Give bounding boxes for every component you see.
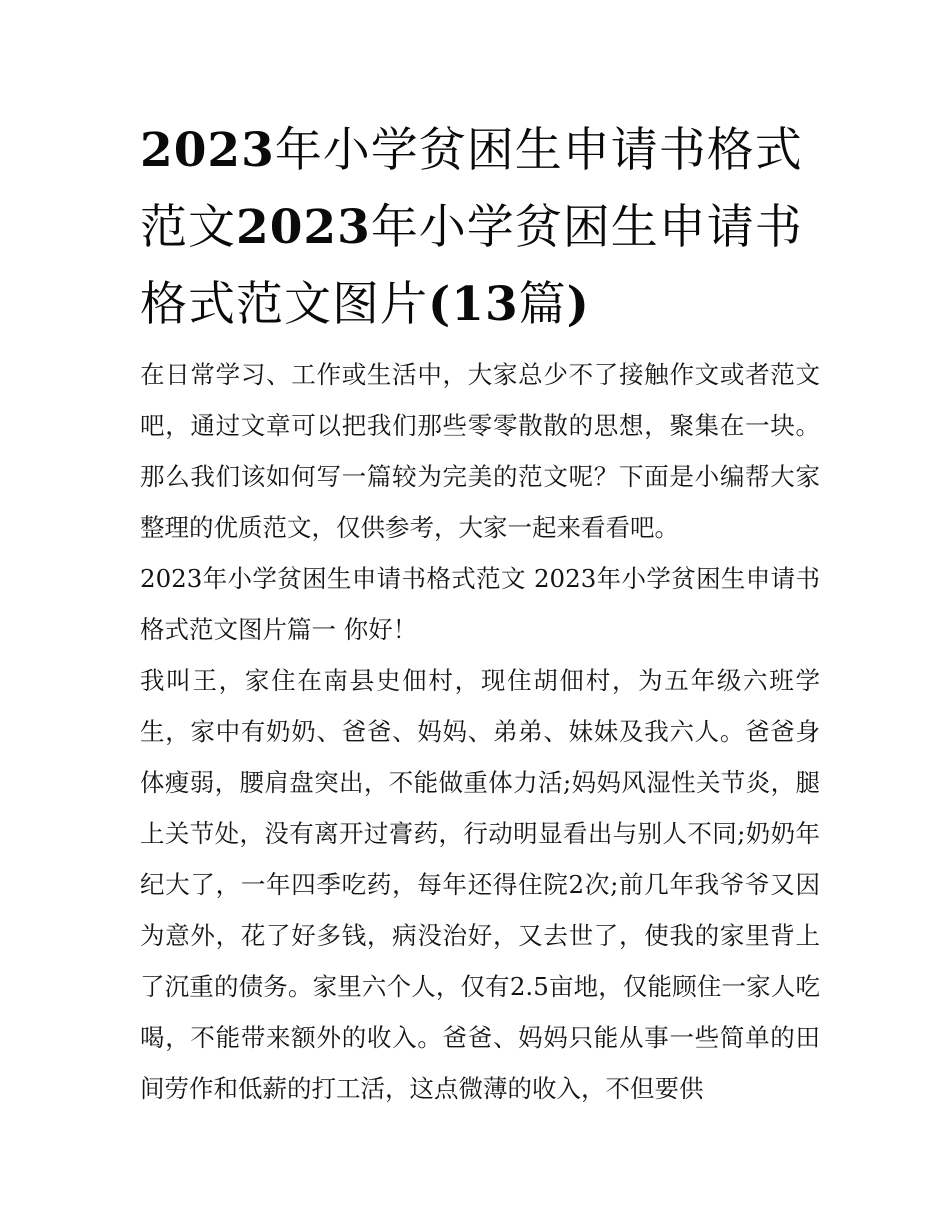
title-part: 2023: [140, 123, 275, 178]
title-part: 年小学贫困生申请书格式范文: [140, 123, 803, 255]
title-part: 2023: [236, 200, 371, 255]
section-heading: 2023年小学贫困生申请书格式范文 2023年小学贫困生申请书格式范文图片篇一 你好！: [140, 564, 820, 644]
title-part: 篇: [518, 277, 567, 332]
body-paragraph: 我叫王，家住在南县史佃村，现住胡佃村，为五年级六班学生，家中有奶奶、爸爸、妈妈、弟弟、妹妹及我六人。爸爸身体瘦弱，腰肩盘突出，不能做重体力活;妈妈风湿性关节炎，腿上关节处，没有离开过膏药，行动明显看出与别人不同;奶奶年纪大了，一年四季吃药，每年还得住院2次;前几年我爷爷又因为意外，花了好多钱，病没治好，又去世了，使我的家里背上了沉重的债务。家里六个人，仅有2.5亩地，仅能顾住一家人吃喝，不能带来额外的收入。爸爸、妈妈只能从事一些简单的田间劳作和低薪的打工活，这点微薄的收入，不但要供: [140, 666, 820, 1103]
document-title: [140, 112, 820, 343]
title-part: (13: [428, 277, 519, 332]
document-content: [140, 112, 820, 1114]
intro-paragraph: 在日常学习、工作或生活中，大家总少不了接触作文或者范文吧，通过文章可以把我们那些零零散散的思想，聚集在一块。那么我们该如何写一篇较为完美的范文呢？下面是小编帮大家整理的优质范文，仅供参考，大家一起来看看吧。: [140, 360, 820, 542]
title-part: 年小学贫困生申请书格式范文图片: [140, 200, 803, 332]
title-part: ): [566, 277, 590, 332]
